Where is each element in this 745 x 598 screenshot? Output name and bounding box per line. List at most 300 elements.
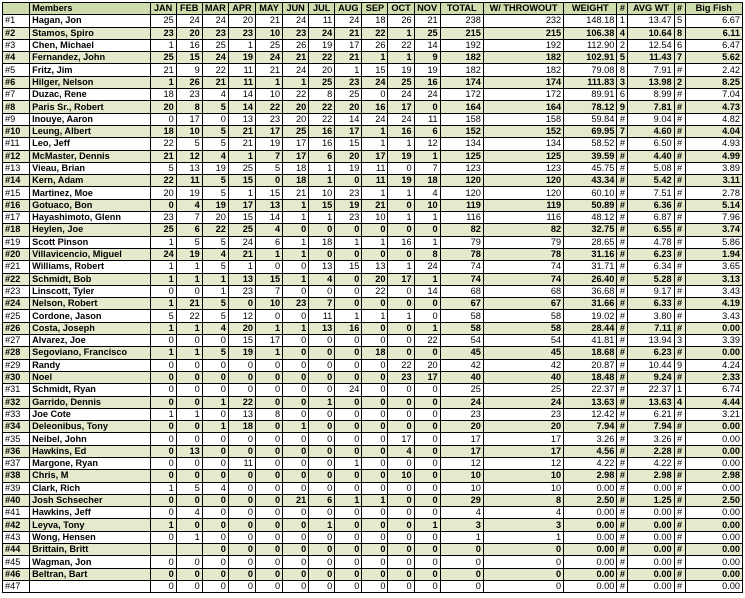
cell-weight-rank: #: [617, 396, 628, 408]
cell-member: Deleonibus, Tony: [30, 421, 150, 433]
cell-oct: 23: [388, 371, 414, 383]
cell-weight: 112.90: [564, 39, 617, 51]
cell-total: 4: [440, 507, 483, 519]
cell-sep: 0: [362, 470, 388, 482]
cell-member: Josh Schsecher: [30, 494, 150, 506]
table-row: [3, 568, 743, 580]
cell-apr: 18: [228, 421, 255, 433]
cell-big-fish: 3.11: [685, 175, 742, 187]
cell-feb: 0: [176, 371, 202, 383]
cell-avg-weight: 7.51: [628, 187, 674, 199]
cell-jan: 0: [150, 396, 176, 408]
table-row: [3, 261, 743, 273]
table-row: [3, 298, 743, 310]
cell-feb: 26: [176, 76, 202, 88]
cell-big-fish: 2.78: [685, 187, 742, 199]
cell-weight-rank: #: [617, 187, 628, 199]
cell-may: 17: [255, 335, 282, 347]
cell-big-fish: 3.39: [685, 335, 742, 347]
cell-jan: 0: [150, 568, 176, 580]
cell-jul: 0: [309, 433, 335, 445]
cell-mar: 0: [202, 384, 228, 396]
table-row: [3, 544, 743, 556]
table-row: [3, 138, 743, 150]
cell-sep: 22: [362, 27, 388, 39]
cell-oct: 0: [388, 421, 414, 433]
cell-jun: 24: [283, 64, 309, 76]
cell-nov: 0: [414, 445, 440, 457]
cell-total: 238: [440, 15, 483, 27]
cell-jan: 0: [150, 445, 176, 457]
cell-apr: 11: [228, 457, 255, 469]
cell-weight: 0.00: [564, 556, 617, 568]
cell-aug: 23: [335, 76, 362, 88]
cell-sep: 1: [362, 125, 388, 137]
cell-oct: 0: [388, 408, 414, 420]
table-row: [3, 556, 743, 568]
cell-apr: 0: [228, 507, 255, 519]
cell-rank: #18: [3, 224, 30, 236]
cell-sep: 0: [362, 396, 388, 408]
cell-aug: 25: [335, 89, 362, 101]
cell-avg-weight: 0.00: [628, 519, 674, 531]
cell-big-fish: 0.00: [685, 568, 742, 580]
cell-rank: #20: [3, 248, 30, 260]
cell-total: 158: [440, 113, 483, 125]
cell-feb: 15: [176, 52, 202, 64]
cell-apr: 0: [228, 371, 255, 383]
table-row: [3, 76, 743, 88]
cell-total: 120: [440, 175, 483, 187]
cell-avg-rank: #: [674, 556, 685, 568]
cell-jul: 0: [309, 531, 335, 543]
cell-member: Leo, Jeff: [30, 138, 150, 150]
cell-sep: 18: [362, 15, 388, 27]
table-row: [3, 494, 743, 506]
cell-feb: 0: [176, 580, 202, 592]
cell-aug: 19: [335, 199, 362, 211]
cell-jan: 22: [150, 175, 176, 187]
cell-mar: 4: [202, 89, 228, 101]
cell-member: Wong, Hensen: [30, 531, 150, 543]
cell-member: Joe Cote: [30, 408, 150, 420]
cell-avg-weight: 0.00: [628, 568, 674, 580]
cell-total: 58: [440, 310, 483, 322]
cell-avg-rank: #: [674, 457, 685, 469]
cell-with-throwout: 215: [483, 27, 563, 39]
cell-rank: #32: [3, 396, 30, 408]
cell-sep: 1: [362, 138, 388, 150]
cell-jan: 0: [150, 384, 176, 396]
cell-with-throwout: 74: [483, 273, 563, 285]
cell-big-fish: 0.00: [685, 580, 742, 592]
cell-aug: 0: [335, 408, 362, 420]
cell-feb: 13: [176, 162, 202, 174]
cell-mar: 0: [202, 531, 228, 543]
cell-jul: 0: [309, 457, 335, 469]
standings-table: [2, 2, 743, 593]
cell-avg-rank: 2: [674, 76, 685, 88]
cell-jun: 0: [283, 285, 309, 297]
header-avg-weight: AVG WT: [628, 3, 674, 15]
cell-rank: #36: [3, 445, 30, 457]
cell-weight-rank: #: [617, 175, 628, 187]
cell-member: Hawkins, Ed: [30, 445, 150, 457]
cell-aug: 14: [335, 113, 362, 125]
cell-avg-weight: 4.40: [628, 150, 674, 162]
cell-may: 0: [255, 556, 282, 568]
cell-mar: 0: [202, 359, 228, 371]
cell-jul: 0: [309, 224, 335, 236]
cell-oct: 0: [388, 248, 414, 260]
cell-weight-rank: #: [617, 113, 628, 125]
cell-sep: 0: [362, 89, 388, 101]
table-row: [3, 507, 743, 519]
cell-rank: #7: [3, 89, 30, 101]
header-oct: OCT: [388, 3, 414, 15]
standings-sheet: [2, 2, 743, 593]
cell-may: 0: [255, 396, 282, 408]
cell-sep: 0: [362, 556, 388, 568]
cell-oct: 0: [388, 335, 414, 347]
cell-total: 24: [440, 396, 483, 408]
cell-member: Neibel, John: [30, 433, 150, 445]
cell-weight-rank: #: [617, 544, 628, 556]
cell-with-throwout: 68: [483, 285, 563, 297]
cell-may: 10: [255, 298, 282, 310]
cell-mar: 1: [202, 396, 228, 408]
cell-avg-weight: 5.28: [628, 273, 674, 285]
cell-apr: 21: [228, 125, 255, 137]
cell-oct: 1: [388, 27, 414, 39]
cell-member: Fernandez, John: [30, 52, 150, 64]
cell-jan: 1: [150, 408, 176, 420]
cell-avg-rank: #: [674, 322, 685, 334]
cell-aug: 0: [335, 273, 362, 285]
cell-weight: 22.37: [564, 384, 617, 396]
cell-feb: 22: [176, 310, 202, 322]
cell-weight: 20.87: [564, 359, 617, 371]
cell-oct: 0: [388, 298, 414, 310]
cell-jan: 0: [150, 113, 176, 125]
cell-feb: 17: [176, 113, 202, 125]
cell-nov: 22: [414, 335, 440, 347]
cell-jul: 0: [309, 568, 335, 580]
cell-big-fish: 3.43: [685, 310, 742, 322]
cell-total: 10: [440, 482, 483, 494]
cell-may: 0: [255, 384, 282, 396]
cell-aug: 0: [335, 421, 362, 433]
cell-apr: 1: [228, 150, 255, 162]
cell-apr: 19: [228, 347, 255, 359]
cell-apr: 20: [228, 15, 255, 27]
cell-rank: #37: [3, 457, 30, 469]
header-mar: MAR: [202, 3, 228, 15]
cell-aug: 17: [335, 125, 362, 137]
cell-jun: 0: [283, 396, 309, 408]
cell-nov: 17: [414, 371, 440, 383]
cell-jul: 18: [309, 236, 335, 248]
cell-sep: 0: [362, 322, 388, 334]
cell-weight: 2.50: [564, 494, 617, 506]
cell-oct: 0: [388, 580, 414, 592]
cell-apr: 19: [228, 52, 255, 64]
cell-avg-weight: 3.80: [628, 310, 674, 322]
cell-sep: 20: [362, 273, 388, 285]
cell-sep: 0: [362, 519, 388, 531]
cell-jun: 26: [283, 39, 309, 51]
cell-mar: 4: [202, 150, 228, 162]
cell-oct: 0: [388, 494, 414, 506]
cell-jan: 1: [150, 236, 176, 248]
cell-jun: 0: [283, 531, 309, 543]
cell-oct: 19: [388, 150, 414, 162]
cell-mar: 1: [202, 285, 228, 297]
table-row: [3, 236, 743, 248]
cell-weight-rank: #: [617, 408, 628, 420]
cell-weight: 4.56: [564, 445, 617, 457]
cell-aug: 20: [335, 101, 362, 113]
cell-weight-rank: #: [617, 273, 628, 285]
cell-avg-weight: 6.50: [628, 138, 674, 150]
cell-oct: 1: [388, 212, 414, 224]
cell-avg-weight: 3.26: [628, 433, 674, 445]
cell-jun: 24: [283, 15, 309, 27]
table-row: [3, 384, 743, 396]
cell-member: [30, 580, 150, 592]
cell-with-throwout: 123: [483, 162, 563, 174]
cell-total: 29: [440, 494, 483, 506]
cell-member: Brittain, Britt: [30, 544, 150, 556]
cell-feb: 0: [176, 384, 202, 396]
cell-sep: 1: [362, 187, 388, 199]
cell-feb: 1: [176, 261, 202, 273]
cell-total: 20: [440, 421, 483, 433]
cell-jun: 18: [283, 175, 309, 187]
cell-nov: 7: [414, 162, 440, 174]
cell-member: Beltran, Bart: [30, 568, 150, 580]
cell-feb: 0: [176, 457, 202, 469]
cell-weight-rank: 5: [617, 52, 628, 64]
cell-jun: 23: [283, 27, 309, 39]
cell-nov: 4: [414, 187, 440, 199]
cell-aug: 19: [335, 162, 362, 174]
cell-avg-rank: #: [674, 531, 685, 543]
cell-member: Villavicencio, Miguel: [30, 248, 150, 260]
cell-sep: 15: [362, 64, 388, 76]
cell-may: 0: [255, 457, 282, 469]
cell-jul: 0: [309, 580, 335, 592]
cell-member: Hilger, Nelson: [30, 76, 150, 88]
cell-jun: 0: [283, 384, 309, 396]
cell-weight: 13.63: [564, 396, 617, 408]
table-row: [3, 224, 743, 236]
cell-with-throwout: 164: [483, 101, 563, 113]
cell-nov: 0: [414, 408, 440, 420]
cell-total: 67: [440, 298, 483, 310]
cell-with-throwout: 232: [483, 15, 563, 27]
cell-rank: #44: [3, 544, 30, 556]
cell-oct: 22: [388, 39, 414, 51]
cell-with-throwout: 158: [483, 113, 563, 125]
cell-rank: #1: [3, 15, 30, 27]
cell-aug: 0: [335, 248, 362, 260]
cell-with-throwout: 54: [483, 335, 563, 347]
cell-total: 40: [440, 371, 483, 383]
cell-avg-weight: 6.55: [628, 224, 674, 236]
cell-avg-rank: #: [674, 347, 685, 359]
cell-big-fish: 5.62: [685, 52, 742, 64]
cell-may: 19: [255, 138, 282, 150]
cell-apr: 0: [228, 580, 255, 592]
cell-feb: 5: [176, 482, 202, 494]
cell-sep: 0: [362, 384, 388, 396]
cell-oct: 0: [388, 519, 414, 531]
cell-aug: 16: [335, 322, 362, 334]
cell-with-throwout: 78: [483, 248, 563, 260]
cell-nov: 24: [414, 89, 440, 101]
cell-may: 24: [255, 52, 282, 64]
cell-rank: #14: [3, 175, 30, 187]
cell-avg-weight: 4.78: [628, 236, 674, 248]
cell-weight-rank: #: [617, 150, 628, 162]
cell-may: 17: [255, 125, 282, 137]
cell-apr: 15: [228, 335, 255, 347]
cell-jun: 1: [283, 76, 309, 88]
cell-nov: 19: [414, 64, 440, 76]
cell-jan: 18: [150, 89, 176, 101]
cell-mar: 23: [202, 27, 228, 39]
cell-jul: 0: [309, 285, 335, 297]
cell-feb: 16: [176, 39, 202, 51]
cell-apr: 13: [228, 408, 255, 420]
cell-member: Vieau, Brian: [30, 162, 150, 174]
cell-aug: 0: [335, 371, 362, 383]
cell-member: Alvarez, Joe: [30, 335, 150, 347]
cell-big-fish: 7.96: [685, 212, 742, 224]
cell-aug: 0: [335, 507, 362, 519]
cell-big-fish: 3.89: [685, 162, 742, 174]
table-row: [3, 39, 743, 51]
cell-apr: 14: [228, 89, 255, 101]
cell-weight: 18.68: [564, 347, 617, 359]
cell-avg-weight: 9.24: [628, 371, 674, 383]
cell-weight-rank: #: [617, 507, 628, 519]
cell-feb: 0: [176, 335, 202, 347]
cell-weight-rank: 2: [617, 39, 628, 51]
cell-jul: 1: [309, 519, 335, 531]
cell-feb: 7: [176, 212, 202, 224]
cell-jan: 0: [150, 285, 176, 297]
cell-oct: 19: [388, 64, 414, 76]
cell-oct: 0: [388, 568, 414, 580]
cell-total: 25: [440, 384, 483, 396]
cell-rank: #5: [3, 64, 30, 76]
cell-with-throwout: 182: [483, 64, 563, 76]
cell-weight-rank: #: [617, 359, 628, 371]
cell-with-throwout: 67: [483, 298, 563, 310]
cell-weight-rank: #: [617, 371, 628, 383]
cell-big-fish: 5.14: [685, 199, 742, 211]
cell-big-fish: 6.11: [685, 27, 742, 39]
cell-member: Clark, Rich: [30, 482, 150, 494]
cell-weight-rank: #: [617, 298, 628, 310]
header-may: MAY: [255, 3, 282, 15]
cell-rank: #34: [3, 421, 30, 433]
table-row: [3, 15, 743, 27]
cell-with-throwout: 17: [483, 433, 563, 445]
cell-weight: 58.52: [564, 138, 617, 150]
cell-with-throwout: 182: [483, 52, 563, 64]
cell-weight-rank: 3: [617, 76, 628, 88]
cell-weight: 18.48: [564, 371, 617, 383]
cell-jan: 0: [150, 507, 176, 519]
cell-weight: 31.71: [564, 261, 617, 273]
cell-sep: 0: [362, 445, 388, 457]
cell-apr: 13: [228, 273, 255, 285]
cell-rank: #29: [3, 359, 30, 371]
cell-may: 25: [255, 39, 282, 51]
cell-big-fish: 4.19: [685, 298, 742, 310]
cell-total: 0: [440, 568, 483, 580]
cell-apr: 0: [228, 445, 255, 457]
cell-nov: 0: [414, 494, 440, 506]
cell-jul: 0: [309, 470, 335, 482]
cell-avg-weight: 10.44: [628, 359, 674, 371]
cell-aug: 1: [335, 310, 362, 322]
cell-jan: 18: [150, 125, 176, 137]
cell-may: 0: [255, 310, 282, 322]
cell-big-fish: 2.33: [685, 371, 742, 383]
cell-jul: 24: [309, 27, 335, 39]
header-aug: AUG: [335, 3, 362, 15]
cell-mar: 5: [202, 310, 228, 322]
cell-apr: 20: [228, 322, 255, 334]
cell-jan: 1: [150, 39, 176, 51]
cell-weight-rank: #: [617, 347, 628, 359]
cell-mar: 5: [202, 347, 228, 359]
cell-member: Chen, Michael: [30, 39, 150, 51]
cell-mar: 1: [202, 421, 228, 433]
cell-avg-rank: #: [674, 89, 685, 101]
cell-avg-weight: 0.00: [628, 482, 674, 494]
cell-member: Schmidt, Ryan: [30, 384, 150, 396]
cell-oct: 1: [388, 52, 414, 64]
cell-weight: 19.02: [564, 310, 617, 322]
cell-may: 5: [255, 162, 282, 174]
cell-nov: 0: [414, 556, 440, 568]
cell-with-throwout: 82: [483, 224, 563, 236]
cell-big-fish: 0.00: [685, 519, 742, 531]
cell-avg-rank: #: [674, 408, 685, 420]
cell-with-throwout: 174: [483, 76, 563, 88]
cell-oct: 26: [388, 15, 414, 27]
cell-rank: #10: [3, 125, 30, 137]
cell-total: 0: [440, 556, 483, 568]
cell-apr: 0: [228, 298, 255, 310]
cell-with-throwout: 10: [483, 470, 563, 482]
cell-sep: 0: [362, 544, 388, 556]
cell-weight-rank: #: [617, 224, 628, 236]
cell-sep: 13: [362, 261, 388, 273]
table-row: [3, 212, 743, 224]
cell-avg-weight: 2.28: [628, 445, 674, 457]
cell-total: 17: [440, 445, 483, 457]
cell-apr: 0: [228, 568, 255, 580]
cell-weight-rank: 4: [617, 27, 628, 39]
cell-feb: 19: [176, 187, 202, 199]
cell-rank: #6: [3, 76, 30, 88]
